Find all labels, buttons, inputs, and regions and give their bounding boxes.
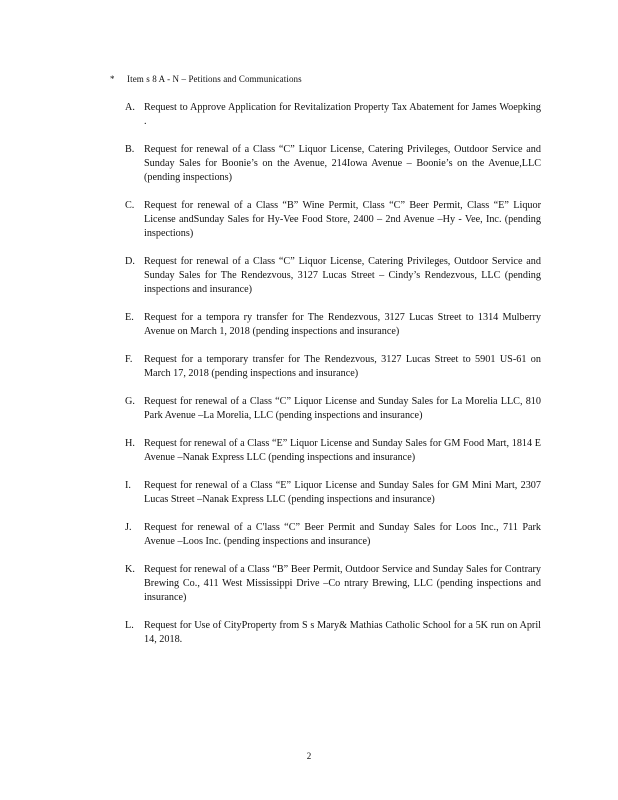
item-text: Request for a tempora ry transfer for The Rendezvous, 3127 Lucas Street to 1314 Mulberry Avenue on March 1, 2018 (pending inspections and insurance) — [144, 312, 541, 337]
item-letter: A. — [125, 102, 135, 113]
item-letter: L. — [125, 620, 134, 631]
item-text: Request for Use of CityProperty from S s Mary& Mathias Catholic School for a 5K run on April 14, 2018. — [144, 620, 541, 645]
list-item-f — [125, 353, 541, 381]
item-text: Request for renewal of a Class “E” Liquor License and Sunday Sales for GM Food Mart, 1814 E Avenue –Nanak Express LLC (pending inspections and insurance) — [144, 438, 541, 463]
list-item-g — [125, 395, 541, 423]
item-letter: B. — [125, 144, 135, 155]
item-text: Request to Approve Application for Revitalization Property Tax Abatement for James Woepking . — [144, 102, 541, 127]
item-letter: J. — [125, 522, 132, 533]
item-letter: F. — [125, 354, 133, 365]
item-text: Request for renewal of a Class “E” Liquor License and Sunday Sales for GM Mini Mart, 2307 Lucas Street –Nanak Express LLC (pending inspections and insurance) — [144, 480, 541, 505]
item-text: Request for renewal of a C'lass “C” Beer Permit and Sunday Sales for Loos Inc., 711 Park Avenue –Loos Inc. (pending inspections and insurance) — [144, 522, 541, 547]
list-item-k — [125, 563, 541, 605]
list-item-b — [125, 143, 541, 185]
item-text: Request for renewal of a Class “B” Beer Permit, Outdoor Service and Sunday Sales for Contrary Brewing Co., 411 West Mississippi Drive –Co ntrary Brewing, LLC (pending inspections and insurance) — [144, 564, 541, 603]
item-letter: C. — [125, 200, 135, 211]
list-item-c — [125, 199, 541, 241]
item-letter: E. — [125, 312, 134, 323]
list-item-l — [125, 619, 541, 647]
page-number: 2 — [306, 751, 312, 761]
list-item-h — [125, 437, 541, 465]
item-letter: I. — [125, 480, 131, 491]
item-letter: H. — [125, 438, 135, 449]
list-item-d — [125, 255, 541, 297]
petitions-list — [125, 101, 541, 661]
item-text: Request for renewal of a Class “C” Liquor License, Catering Privileges, Outdoor Service and Sunday Sales for Boonie’s on the Avenue, 214Iowa Avenue – Boonie’s on the Avenue,LLC (pending inspections) — [144, 144, 541, 183]
list-item-a — [125, 101, 541, 129]
item-letter: G. — [125, 396, 135, 407]
list-item-i — [125, 479, 541, 507]
list-item-j — [125, 521, 541, 549]
list-item-e — [125, 311, 541, 339]
heading-bullet: * — [110, 74, 115, 84]
item-text: Request for renewal of a Class “C” Liquor License, Catering Privileges, Outdoor Service and Sunday Sales for The Rendezvous, 3127 Lucas Street – Cindy’s Rendezvous, LLC (pending inspections and insurance) — [144, 256, 541, 295]
item-text: Request for renewal of a Class “C” Liquor License and Sunday Sales for La Morelia LLC, 810 Park Avenue –La Morelia, LLC (pending inspections and insurance) — [144, 396, 541, 421]
item-letter: K. — [125, 564, 135, 575]
item-text: Request for a temporary transfer for The Rendezvous, 3127 Lucas Street to 5901 US-61 on March 17, 2018 (pending inspections and insurance) — [144, 354, 541, 379]
item-letter: D. — [125, 256, 135, 267]
heading-title: Item s 8 A - N – Petitions and Communications — [127, 74, 302, 84]
item-text: Request for renewal of a Class “B” Wine Permit, Class “C” Beer Permit, Class “E” Liquor License andSunday Sales for Hy-Vee Food Store, 2400 – 2nd Avenue –Hy - Vee, Inc. (pending inspections) — [144, 200, 541, 239]
